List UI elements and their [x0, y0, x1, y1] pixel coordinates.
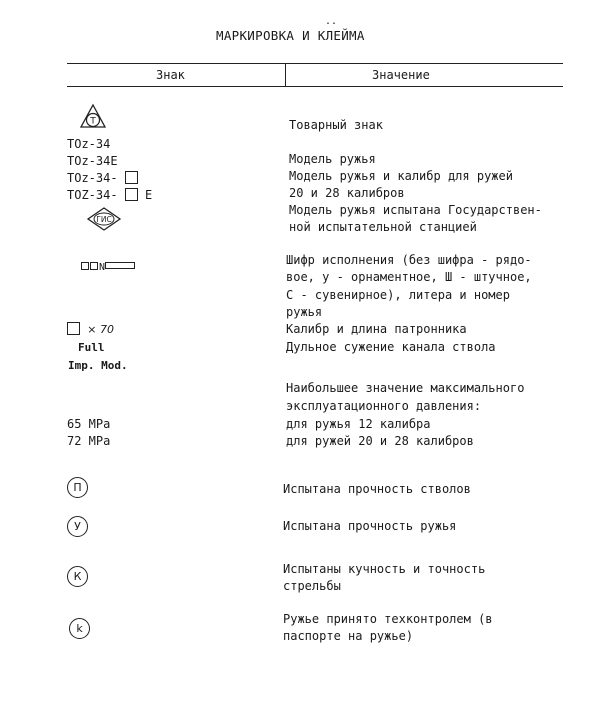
cipher-meaning-line4: ружья	[286, 305, 323, 319]
stamp-k-icon: К	[67, 566, 88, 587]
choke-imp-mod: Imp. Mod.	[68, 359, 128, 372]
cipher-meaning-line2: вое, у - орнаментное, Ш - штучное,	[286, 270, 532, 284]
cipher-letter: N	[99, 262, 106, 273]
choke-meaning: Дульное сужение канала ствола	[286, 340, 496, 354]
column-divider	[285, 63, 286, 87]
model-caliber-meaning: Модель ружья и калибр для ружей	[289, 169, 513, 183]
trademark-icon	[79, 103, 107, 131]
pressure-label-12: для ружья 12 калибра	[286, 417, 431, 431]
column-header-sign: Знак	[156, 68, 185, 82]
gis-stamp-icon	[86, 206, 122, 232]
stamp-k-small-icon: k	[69, 618, 90, 639]
stamp-k2-meaning-line1: Ружье принято техконтролем (в	[283, 612, 493, 626]
choke-full: Full	[78, 341, 105, 354]
caliber-meaning: Калибр и длина патронника	[286, 322, 467, 336]
page-title: МАРКИРОВКА И КЛЕЙМА	[216, 28, 365, 43]
model-caliber-e-text: TOZ-34-	[67, 188, 118, 202]
model-meaning: Модель ружья	[289, 152, 376, 166]
table-header-rule	[67, 86, 563, 87]
stamp-k2-meaning-line2: паспорте на ружье)	[283, 629, 414, 643]
cipher-box-icon	[81, 262, 89, 270]
model-sign-2: TOz-34E	[67, 154, 118, 168]
caliber-box-icon	[67, 322, 80, 335]
pressure-meaning-line1: Наибольшее значение максимального	[286, 381, 525, 395]
trademark-meaning: Товарный знак	[289, 118, 383, 132]
pressure-label-20-28: для ружей 20 и 28 калибров	[286, 434, 474, 448]
stamp-p-icon: П	[67, 477, 88, 498]
pressure-meaning-line2: эксплуатационного давления:	[286, 399, 482, 413]
corner-mark: ..	[325, 16, 338, 27]
trademark-letter: Т	[90, 116, 96, 127]
caliber-box-icon	[125, 188, 138, 201]
gis-meaning-line2: ной испытательной станцией	[289, 220, 477, 234]
cipher-number-box-icon	[105, 262, 135, 269]
model-caliber-sign	[67, 170, 138, 186]
stamp-p-meaning: Испытана прочность стволов	[283, 482, 471, 496]
pressure-value-20-28: 72 MPa	[67, 434, 111, 448]
chamber-length: × 70	[87, 323, 114, 336]
caliber-box-icon	[125, 171, 138, 184]
stamp-k-meaning-line1: Испытаны кучность и точность	[283, 562, 486, 576]
stamp-u-icon: У	[67, 516, 88, 537]
gis-meaning-line1: Модель ружья испытана Государствен-	[289, 203, 542, 217]
gis-stamp-letters: ГИС	[96, 215, 112, 224]
model-caliber-meaning-2: 20 и 28 калибров	[289, 186, 405, 200]
cipher-box-icon	[90, 262, 98, 270]
model-suffix: E	[145, 188, 153, 202]
caliber-sign	[67, 321, 114, 338]
cipher-meaning-line3: С - сувенирное), литера и номер	[286, 288, 510, 302]
model-sign-1: TOz-34	[67, 137, 111, 151]
cipher-meaning-line1: Шифр исполнения (без шифра - рядо-	[286, 253, 532, 267]
stamp-k-meaning-line2: стрельбы	[283, 579, 341, 593]
stamp-u-meaning: Испытана прочность ружья	[283, 519, 457, 533]
model-caliber-text: TOz-34-	[67, 171, 118, 185]
pressure-value-12: 65 MPa	[67, 417, 111, 431]
cipher-sign	[81, 258, 135, 276]
table-top-rule	[67, 63, 563, 64]
model-caliber-sign-e	[67, 187, 152, 203]
column-header-meaning: Значение	[372, 68, 430, 82]
